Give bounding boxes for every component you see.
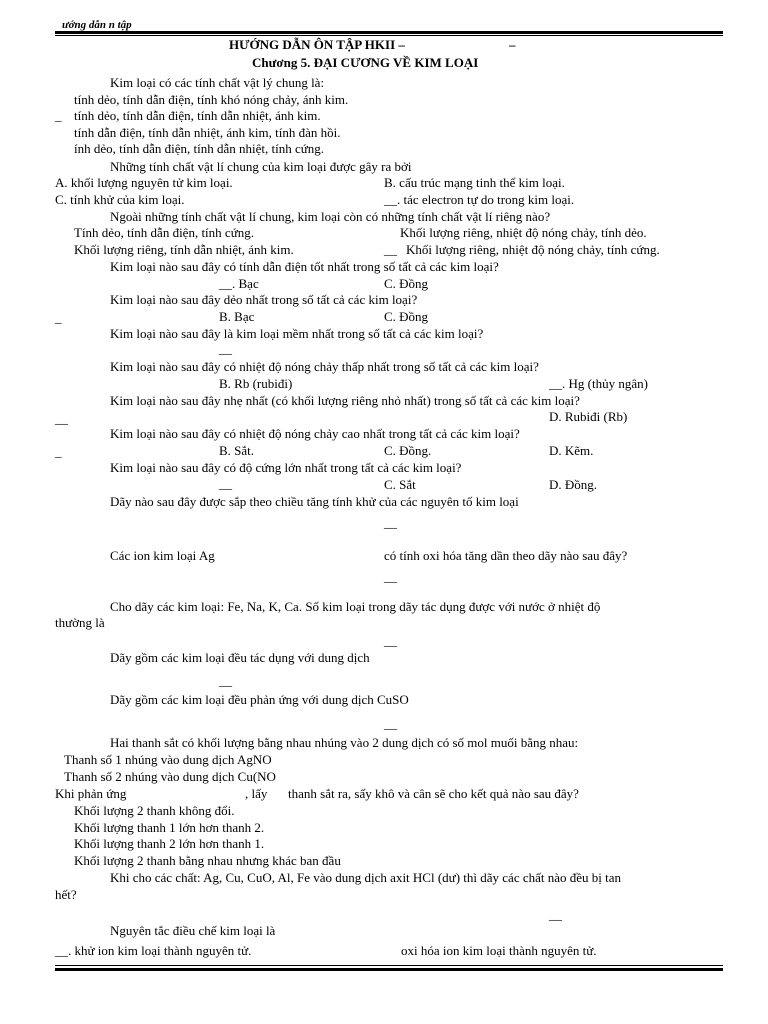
q5-answer-mark: _	[55, 310, 62, 325]
q1-option-b: tính dẻo, tính dẫn điện, tính dẫn nhiệt, ánh kim.	[74, 108, 321, 123]
q16-question-part1: Khi phản ứng	[55, 786, 127, 801]
q17-answer-mark: __	[549, 907, 562, 922]
q10-stem: Kim loại nào sau đây có độ cứng lớn nhất trong tất cả các kim loại?	[110, 460, 462, 475]
page-title: HƯỚNG DẪN ÔN TẬP HKII –	[229, 37, 405, 52]
footer-rule-thick	[55, 968, 723, 971]
q2-option-c: C. tính khử của kim loại.	[55, 192, 185, 207]
q8-answer-mark: __	[55, 411, 68, 426]
q7-stem: Kim loại nào sau đây có nhiệt độ nóng chảy thấp nhất trong số tất cả các kim loại?	[110, 359, 539, 374]
q7-option-b: B. Rb (rubiđi)	[219, 376, 293, 391]
q10-option-c: C. Sắt	[384, 477, 416, 492]
q12-stem-end: có tính oxi hóa tăng dần theo dãy nào sau đây?	[384, 548, 628, 563]
q15-stem: Dãy gồm các kim loại đều phản ứng với dung dịch CuSO	[110, 692, 409, 707]
q16-stem: Hai thanh sắt có khối lượng bằng nhau nhúng vào 2 dung dịch có số mol muối bằng nhau:	[110, 735, 579, 750]
header-rule-thin	[55, 35, 723, 36]
q10-option-d: D. Đồng.	[549, 477, 598, 492]
running-header: ướng dẫn n tập	[62, 19, 132, 31]
q13-answer-mark: __	[384, 633, 397, 648]
q11-stem: Dãy nào sau đây được sắp theo chiều tăng tính khử của các nguyên tố kim loại	[110, 494, 519, 509]
footer-rule-thin	[55, 965, 723, 966]
q9-option-d: D. Kẽm.	[549, 443, 594, 458]
q12-answer-mark: __	[384, 569, 397, 584]
q15-answer-mark: __	[384, 716, 397, 731]
q4-option-b: __. Bạc	[219, 276, 259, 291]
q2-stem: Những tính chất vật lí chung của kim loại được gây ra bởi	[110, 159, 412, 174]
q3-answer-mark: __	[384, 242, 397, 257]
q18-stem: Nguyên tắc điều chế kim loại là	[110, 923, 276, 938]
q16-option-c: Khối lượng thanh 2 lớn hơn thanh 1.	[74, 836, 265, 851]
q8-stem: Kim loại nào sau đây nhẹ nhất (có khối lượng riêng nhỏ nhất) trong số tất cả các kim loại?	[110, 393, 580, 408]
q12-stem-start: Các ion kim loại Ag	[110, 548, 215, 563]
q18-option-c: oxi hóa ion kim loại thành nguyên tử.	[401, 943, 597, 958]
q1-stem: Kim loại có các tính chất vật lý chung là:	[110, 75, 325, 90]
q14-stem: Dãy gồm các kim loại đều tác dụng với dung dịch	[110, 650, 370, 665]
q17-stem-line2: hết?	[55, 887, 77, 902]
page-title-dash: –	[509, 37, 516, 52]
q6-stem: Kim loại nào sau đây là kim loại mềm nhất trong số tất cả các kim loại?	[110, 326, 484, 341]
q3-option-b: Khối lượng riêng, nhiệt độ nóng chảy, tính dẻo.	[400, 225, 647, 240]
q7-option-d: __. Hg (thủy ngân)	[549, 376, 648, 391]
q13-stem-line2: thường là	[55, 615, 105, 630]
q9-stem: Kim loại nào sau đây có nhiệt độ nóng chảy cao nhất trong tất cả các kim loại?	[110, 426, 520, 441]
q5-stem: Kim loại nào sau đây dẻo nhất trong số tất cả các kim loại?	[110, 292, 418, 307]
q16-option-a: Khối lượng 2 thanh không đổi.	[74, 803, 235, 818]
chapter-title: Chương 5. ĐẠI CƯƠNG VỀ KIM LOẠI	[252, 55, 479, 70]
q9-option-c: C. Đồng.	[384, 443, 432, 458]
q3-option-d: Khối lượng riêng, nhiệt độ nóng chảy, tính cứng.	[406, 242, 660, 257]
q1-option-a: tính dẻo, tính dẫn điện, tính khó nóng chảy, ánh kim.	[74, 92, 349, 107]
q16-solution-2: Thanh số 2 nhúng vào dung dịch Cu(NO	[64, 769, 276, 784]
q1-answer-mark: _	[55, 108, 62, 123]
q16-question-part3: thanh sắt ra, sấy khô và cân sẽ cho kết quả nào sau đây?	[288, 786, 579, 801]
q1-option-c: tính dẫn điện, tính dẫn nhiệt, ánh kim, tính đàn hồi.	[74, 125, 341, 140]
q9-option-b: B. Sắt.	[219, 443, 255, 458]
q3-option-c: Khối lượng riêng, tính dẫn nhiệt, ánh kim.	[74, 242, 294, 257]
q8-option-d: D. Rubiđi (Rb)	[549, 409, 628, 424]
q1-option-d: ính dẻo, tính dẫn điện, tính dẫn nhiệt, tính cứng.	[74, 141, 325, 156]
q16-option-b: Khối lượng thanh 1 lớn hơn thanh 2.	[74, 820, 265, 835]
q16-option-d: Khối lượng 2 thanh bằng nhau nhưng khác ban đầu	[74, 853, 341, 868]
q16-solution-1: Thanh số 1 nhúng vào dung dịch AgNO	[64, 752, 272, 767]
q2-option-d: __. tác electron tự do trong kim loại.	[384, 192, 575, 207]
q3-stem: Ngoài những tính chất vật lí chung, kim loại còn có những tính chất vật lí riêng nào?	[110, 209, 551, 224]
q2-option-b: B. cấu trúc mạng tinh thể kim loại.	[384, 175, 565, 190]
q4-option-c: C. Đồng	[384, 276, 429, 291]
q4-stem: Kim loại nào sau đây có tính dẫn điện tốt nhất trong số tất cả các kim loại?	[110, 259, 499, 274]
q13-stem-line1: Cho dãy các kim loại: Fe, Na, K, Ca. Số kim loại trong dãy tác dụng được với nước ở nhiệt độ	[110, 599, 601, 614]
q18-option-a: __. khử ion kim loại thành nguyên tử.	[55, 943, 252, 958]
header-rule-thick	[55, 31, 723, 34]
q5-option-c: C. Đồng	[384, 309, 429, 324]
q14-answer-mark: __	[219, 673, 232, 688]
q16-question-part2: , lấy	[245, 786, 268, 801]
q2-option-a: A. khối lượng nguyên tử kim loại.	[55, 175, 233, 190]
q10-answer-mark: __	[219, 476, 232, 491]
q17-stem-line1: Khi cho các chất: Ag, Cu, CuO, Al, Fe vào dung dịch axit HCl (dư) thì dãy các chất nào đều bị tan	[110, 870, 622, 885]
q11-answer-mark: __	[384, 515, 397, 530]
q6-answer-mark: __	[219, 341, 232, 356]
q3-option-a: Tính dẻo, tính dẫn điện, tính cứng.	[74, 225, 254, 240]
q5-option-b: B. Bạc	[219, 309, 255, 324]
q9-answer-mark: _	[55, 444, 62, 459]
